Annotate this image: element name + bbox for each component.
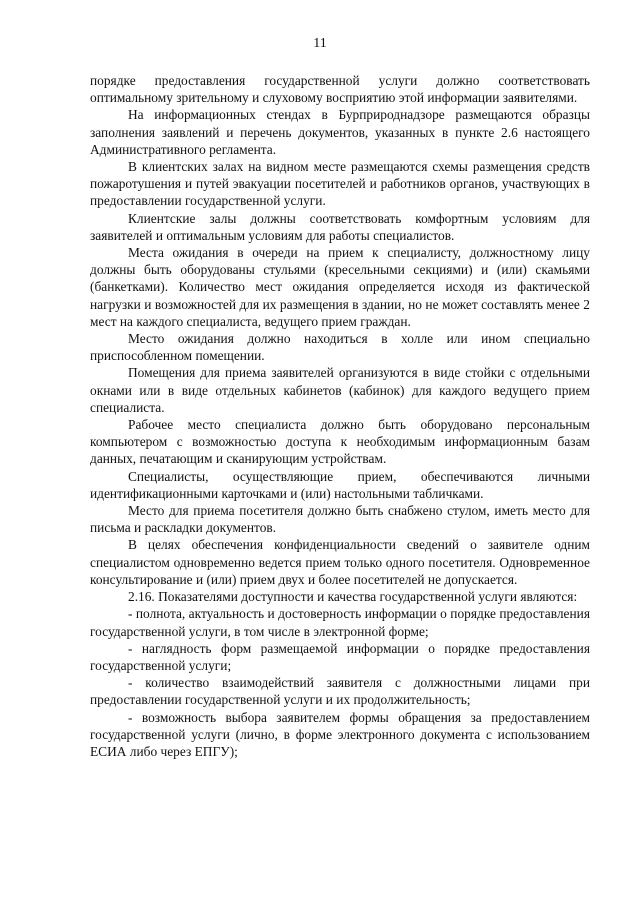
section-heading-2-16: 2.16. Показателями доступности и качества государственной услуги являются: [128, 589, 578, 605]
paragraph: На информационных стендах в Бурприроднадзоре размещаются образцы заполнения заявлений и перечень документов, указанных в пункте 2.6 настоящего Административного регламента. [90, 107, 590, 157]
paragraph-continuation: порядке предоставления государственной услуги должно соответствовать оптимальному зрительному и слуховому восприятию этой информации заявителями. [90, 73, 590, 106]
paragraph: Место ожидания должно находиться в холле или ином специально приспособленном помещении. [90, 331, 590, 364]
list-item: - полнота, актуальность и достоверность информации о порядке предоставления государственной услуги, в том числе в электронной форме; [90, 606, 590, 639]
paragraph: Помещения для приема заявителей организуются в виде стойки с отдельными окнами или в виде отдельных кабинетов (кабинок) для каждого ведущего прием специалиста. [90, 365, 590, 415]
paragraph: Рабочее место специалиста должно быть оборудовано персональным компьютером с возможностью доступа к необходимым информационным базам данных, печатающим и сканирующим устройствам. [90, 417, 590, 467]
list-item: - количество взаимодействий заявителя с должностными лицами при предоставлении государственной услуги и их продолжительность; [90, 675, 590, 708]
list-item: - возможность выбора заявителем формы обращения за предоставлением государственной услуги (лично, в форме электронного документа с использованием ЕСИА либо через ЕПГУ); [90, 709, 590, 759]
document-body [90, 72, 590, 760]
list-item: - наглядность форм размещаемой информации о порядке предоставления государственной услуги; [90, 640, 590, 673]
paragraph: В целях обеспечения конфиденциальности сведений о заявителе одним специалистом одновременно ведется прием только одного посетителя. Одновременное консультирование и (или) прием двух и более посетителей не допускается. [90, 537, 590, 587]
paragraph: Место для приема посетителя должно быть снабжено стулом, иметь место для письма и раскладки документов. [90, 503, 590, 536]
paragraph: Клиентские залы должны соответствовать комфортным условиям для заявителей и оптимальным условиям для работы специалистов. [90, 210, 590, 243]
page-number: 11 [313, 36, 327, 51]
paragraph: Специалисты, осуществляющие прием, обеспечиваются личными идентификационными карточками и (или) настольными табличками. [90, 468, 590, 501]
paragraph: В клиентских залах на видном месте размещаются схемы размещения средств пожаротушения и путей эвакуации посетителей и работников органов, участвующих в предоставлении государственной услуги. [90, 159, 590, 209]
paragraph: Места ожидания в очереди на прием к специалисту, должностному лицу должны быть оборудованы стульями (кресельными секциями) и (или) скамьями (банкетками). Количество мест ожидания определяется исходя из фактической нагрузки и возможностей для их размещения в здании, но не может составлять менее 2 мест на каждого специалиста, ведущего прием граждан. [90, 245, 590, 329]
